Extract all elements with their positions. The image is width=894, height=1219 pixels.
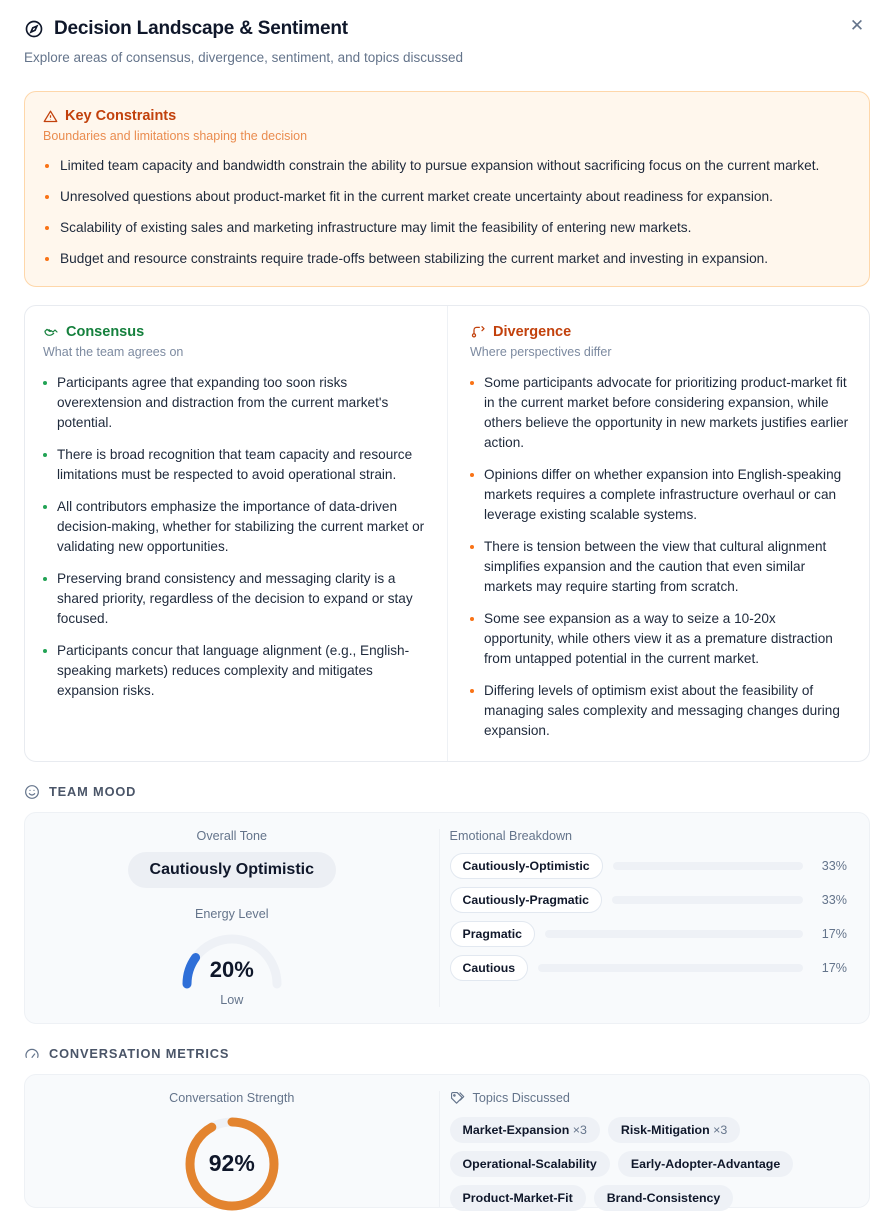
consensus-title: Consensus [66, 324, 145, 341]
conversation-strength-block [25, 1091, 439, 1207]
smiley-face-icon [24, 784, 40, 800]
topics-header [450, 1091, 847, 1106]
key-constraints-card [24, 91, 870, 287]
consensus-header [43, 324, 427, 340]
split-fork-icon [470, 324, 486, 340]
consensus-column [25, 306, 447, 761]
energy-gauge-value: 20% [209, 956, 254, 982]
list-item: Some participants advocate for prioritizing product-market fit in the current market before considering expansion, while others believe the opportunity in new markets justifies earlier action. [470, 373, 849, 453]
tags-icon [450, 1091, 465, 1106]
consensus-divergence-card [24, 305, 870, 762]
emotion-percent: 17% [821, 960, 847, 975]
emotion-label: Cautiously-Optimistic [450, 853, 603, 879]
mood-left [25, 829, 439, 1007]
topic-tag[interactable] [594, 1185, 734, 1211]
list-item: Budget and resource constraints require trade-offs between stabilizing the current market and investing in expansion. [43, 249, 851, 269]
topics-discussed-block [439, 1091, 869, 1207]
constraints-title: Key Constraints [65, 108, 177, 124]
emotion-percent: 17% [821, 926, 847, 941]
emotion-bar-track [612, 896, 803, 904]
conversation-strength-label: Conversation Strength [169, 1090, 295, 1105]
team-mood-panel [24, 812, 870, 1024]
divergence-list [470, 373, 849, 741]
energy-level-label: Energy Level [195, 906, 269, 921]
emotion-label: Pragmatic [450, 921, 535, 947]
constraints-subtitle: Boundaries and limitations shaping the decision [43, 129, 308, 143]
topic-count: ×3 [713, 1122, 728, 1137]
handshake-icon [43, 324, 59, 340]
emotion-label: Cautiously-Pragmatic [450, 887, 602, 913]
emotion-bar-track [613, 862, 803, 870]
overall-tone-value: Cautiously Optimistic [128, 852, 336, 888]
team-mood-title: TEAM MOOD [49, 784, 137, 800]
list-item: Some see expansion as a way to seize a 10-20x opportunity, while others view it as a premature distraction from untapped potential in the current market. [470, 609, 849, 669]
emotion-bar-track [538, 964, 803, 972]
conversation-strength-ring [182, 1114, 282, 1214]
energy-gauge-caption: Low [220, 992, 244, 1007]
list-item: Participants agree that expanding too soon risks overextension and distraction from the current market's potential. [43, 373, 427, 433]
topic-label: Operational-Scalability [462, 1156, 597, 1171]
gauge-icon [24, 1046, 40, 1062]
topic-tag[interactable] [608, 1117, 740, 1143]
emotional-breakdown-title: Emotional Breakdown [449, 828, 573, 843]
list-item: Preserving brand consistency and messaging clarity is a shared priority, regardless of the decision to expand or stay focused. [43, 569, 427, 629]
close-icon[interactable]: ✕ [844, 12, 870, 38]
panel-header [24, 0, 870, 65]
list-item: Differing levels of optimism exist about the feasibility of managing sales complexity and messaging changes during expansion. [470, 681, 849, 741]
topic-label: Early-Adopter-Advantage [630, 1156, 781, 1171]
emotion-percent: 33% [821, 858, 847, 873]
consensus-subtitle: What the team agrees on [43, 345, 184, 360]
divergence-header [470, 324, 849, 340]
constraints-list [43, 156, 851, 268]
page-title: Decision Landscape & Sentiment [54, 18, 348, 39]
constraints-header [43, 108, 851, 124]
topic-tag-list [450, 1117, 847, 1211]
divergence-column [447, 306, 869, 761]
topic-tag[interactable] [618, 1151, 793, 1177]
emotion-bar-track [545, 930, 803, 938]
topic-count: ×3 [572, 1122, 587, 1137]
list-item: There is broad recognition that team capacity and resource limitations must be respected to avoid operational strain. [43, 445, 427, 485]
emotion-percent: 33% [821, 892, 847, 907]
page-subtitle: Explore areas of consensus, divergence, sentiment, and topics discussed [24, 50, 463, 65]
compass-icon [24, 19, 44, 39]
energy-gauge [177, 927, 287, 989]
topic-tag[interactable] [450, 1117, 600, 1143]
emotion-label: Cautious [450, 955, 529, 981]
conversation-metrics-title: CONVERSATION METRICS [49, 1046, 230, 1062]
team-mood-section-header [24, 784, 870, 800]
conversation-metrics-section-header [24, 1046, 870, 1062]
topic-label: Market-Expansion [462, 1122, 570, 1137]
conversation-strength-value: 92% [208, 1149, 255, 1176]
emotional-breakdown [439, 829, 869, 1007]
list-item: Unresolved questions about product-market fit in the current market create uncertainty about readiness for expansion. [43, 187, 851, 207]
breakdown-row [450, 887, 847, 913]
list-item: There is tension between the view that cultural alignment simplifies expansion and the caution that even similar markets may require starting from scratch. [470, 537, 849, 597]
list-item: Limited team capacity and bandwidth constrain the ability to pursue expansion without sacrificing focus on the current market. [43, 156, 851, 176]
divergence-subtitle: Where perspectives differ [470, 345, 612, 360]
alert-triangle-icon [43, 109, 58, 124]
topics-title: Topics Discussed [472, 1091, 570, 1106]
overall-tone-label: Overall Tone [196, 828, 268, 843]
topic-label: Product-Market-Fit [462, 1190, 573, 1205]
breakdown-row [450, 921, 847, 947]
breakdown-row [450, 955, 847, 981]
topic-label: Brand-Consistency [606, 1190, 721, 1205]
breakdown-row [450, 853, 847, 879]
topic-tag[interactable] [450, 1185, 586, 1211]
list-item: Participants concur that language alignment (e.g., English-speaking markets) reduces complexity and mitigates expansion risks. [43, 641, 427, 701]
consensus-list [43, 373, 427, 701]
conversation-metrics-panel [24, 1074, 870, 1208]
topic-tag[interactable] [450, 1151, 610, 1177]
list-item: Scalability of existing sales and marketing infrastructure may limit the feasibility of entering new markets. [43, 218, 851, 238]
divergence-title: Divergence [493, 324, 572, 341]
title-row [24, 18, 870, 40]
list-item: All contributors emphasize the importance of data-driven decision-making, whether for stabilizing the current market or validating new opportunities. [43, 497, 427, 557]
list-item: Opinions differ on whether expansion into English-speaking markets requires a complete infrastructure overhaul or can leverage existing scalable systems. [470, 465, 849, 525]
topic-label: Risk-Mitigation [620, 1122, 710, 1137]
